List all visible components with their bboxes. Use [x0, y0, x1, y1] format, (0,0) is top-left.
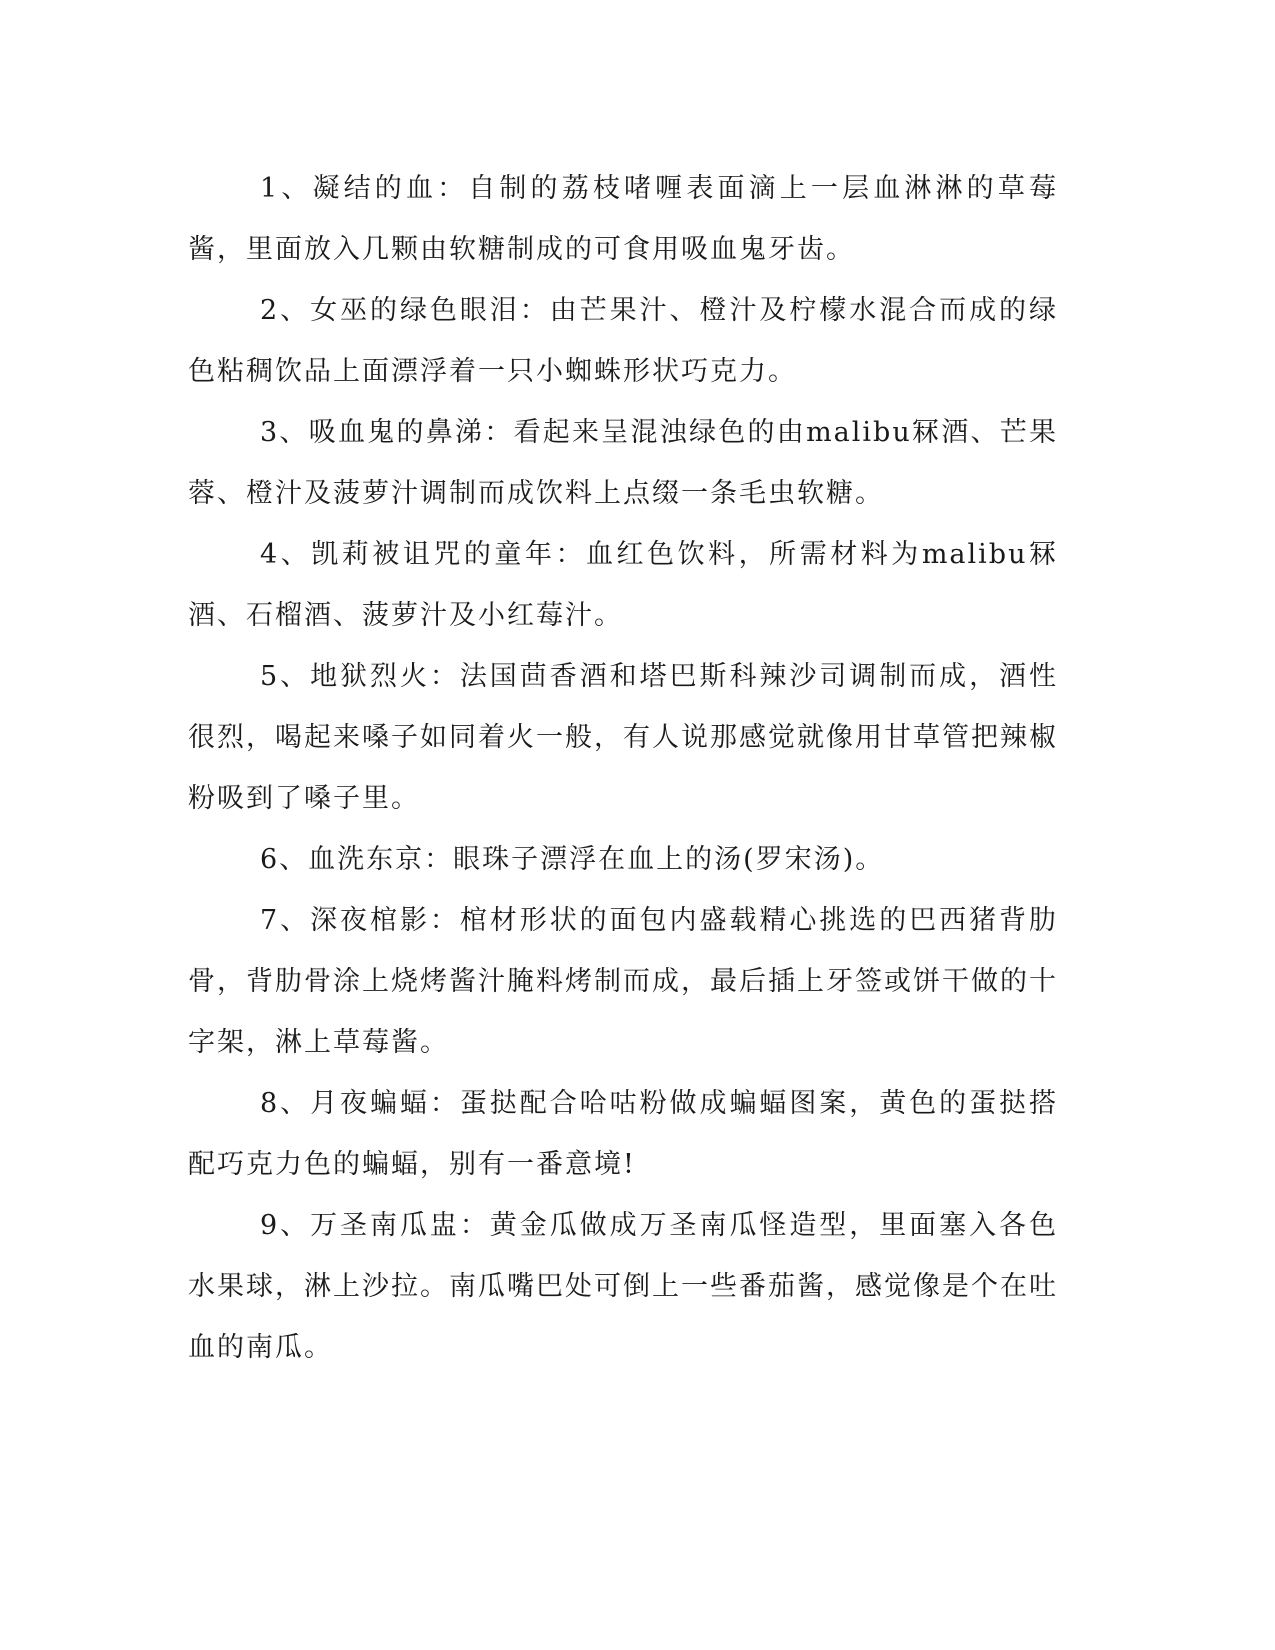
paragraph-9: 9、万圣南瓜盅：黄金瓜做成万圣南瓜怪造型，里面塞入各色水果球，淋上沙拉。南瓜嘴巴处可倒上一些番茄酱，感觉像是个在吐血的南瓜。 — [188, 1210, 1058, 1363]
paragraph-1: 1、凝结的血：自制的荔枝啫喱表面滴上一层血淋淋的草莓酱，里面放入几颗由软糖制成的可食用吸血鬼牙齿。 — [188, 173, 1058, 265]
paragraph-3: 3、吸血鬼的鼻涕：看起来呈混浊绿色的由malibu冧酒、芒果蓉、橙汁及菠萝汁调制而成饮料上点缀一条毛虫软糖。 — [188, 417, 1058, 509]
paragraph-5: 5、地狱烈火：法国茴香酒和塔巴斯科辣沙司调制而成，酒性很烈，喝起来嗓子如同着火一般，有人说那感觉就像用甘草管把辣椒粉吸到了嗓子里。 — [188, 661, 1058, 814]
document-body — [188, 158, 1058, 1378]
paragraph-6: 6、血洗东京：眼珠子漂浮在血上的汤(罗宋汤)。 — [260, 844, 885, 875]
paragraph-2: 2、女巫的绿色眼泪：由芒果汁、橙汁及柠檬水混合而成的绿色粘稠饮品上面漂浮着一只小蜘蛛形状巧克力。 — [188, 295, 1058, 387]
paragraph-4: 4、凯莉被诅咒的童年：血红色饮料，所需材料为malibu冧酒、石榴酒、菠萝汁及小红莓汁。 — [188, 539, 1058, 631]
paragraph-7: 7、深夜棺影：棺材形状的面包内盛载精心挑选的巴西猪背肋骨，背肋骨涂上烧烤酱汁腌料烤制而成，最后插上牙签或饼干做的十字架，淋上草莓酱。 — [188, 905, 1058, 1058]
paragraph-8: 8、月夜蝙蝠：蛋挞配合哈咕粉做成蝙蝠图案，黄色的蛋挞搭配巧克力色的蝙蝠，别有一番意境! — [188, 1088, 1058, 1180]
